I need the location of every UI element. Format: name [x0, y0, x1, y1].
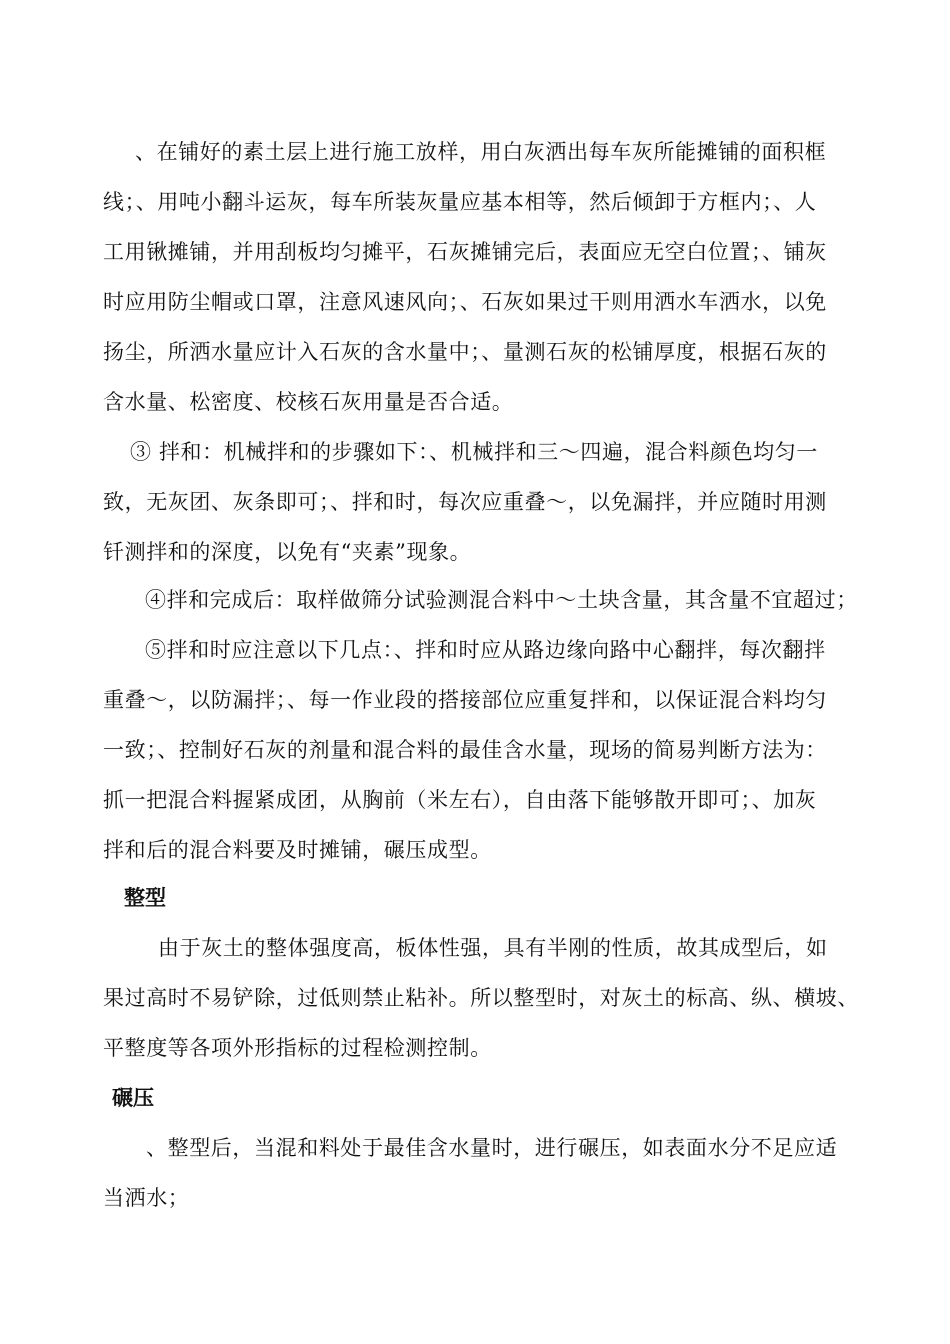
paragraph-line: 一致；、控制好石灰的剂量和混合料的最佳含水量，现场的简易判断方法为： — [103, 738, 827, 762]
paragraph-line: 当洒水； — [103, 1186, 190, 1210]
section-heading-rolling: 碾压 — [112, 1086, 154, 1110]
paragraph-line: ④拌和完成后：取样做筛分试验测混合料中～土块含量，其含量不宜超过； — [145, 588, 858, 612]
paragraph-line: 由于灰土的整体强度高，板体性强，具有半刚的性质，故其成型后，如 — [158, 936, 828, 960]
paragraph-line: ③ 拌和：机械拌和的步骤如下：、机械拌和三～四遍，混合料颜色均匀一 — [130, 440, 818, 464]
section-heading-shaping: 整型 — [124, 886, 166, 910]
paragraph-line: 时应用防尘帽或口罩，注意风速风向；、石灰如果过干则用洒水车洒水，以免 — [103, 290, 827, 314]
paragraph-line: 、在铺好的素土层上进行施工放样，用白灰洒出每车灰所能摊铺的面积框 — [135, 140, 827, 164]
paragraph-line: 果过高时不易铲除，过低则禁止粘补。所以整型时，对灰土的标高、纵、横坡、 — [103, 986, 859, 1010]
paragraph-line: 钎测拌和的深度，以免有“夹素”现象。 — [103, 540, 472, 564]
paragraph-line: 工用锹摊铺，并用刮板均匀摊平，石灰摊铺完后，表面应无空白位置；、铺灰 — [103, 240, 827, 264]
paragraph-line: 扬尘，所洒水量应计入石灰的含水量中；、量测石灰的松铺厚度，根据石灰的 — [103, 340, 827, 364]
paragraph-line: ⑤拌和时应注意以下几点：、拌和时应从路边缘向路中心翻拌，每次翻拌 — [145, 638, 826, 662]
paragraph-line: 重叠～，以防漏拌；、每一作业段的搭接部位应重复拌和，以保证混合料均匀 — [103, 688, 827, 712]
paragraph-line: 平整度等各项外形指标的过程检测控制。 — [103, 1036, 492, 1060]
paragraph-line: 线；、用吨小翻斗运灰，每车所装灰量应基本相等，然后倾卸于方框内；、人 — [103, 190, 817, 214]
paragraph-line: 抓一把混合料握紧成团，从胸前（米左右），自由落下能够散开即可；、加灰 — [103, 788, 817, 812]
paragraph-line: 拌和后的混合料要及时摊铺，碾压成型。 — [103, 838, 492, 862]
paragraph-line: 含水量、松密度、校核石灰用量是否合适。 — [103, 390, 514, 414]
paragraph-line: 致，无灰团、灰条即可；、拌和时，每次应重叠～，以免漏拌，并应随时用测 — [103, 490, 827, 514]
paragraph-line: 、整型后，当混和料处于最佳含水量时，进行碾压，如表面水分不足应适 — [146, 1136, 838, 1160]
